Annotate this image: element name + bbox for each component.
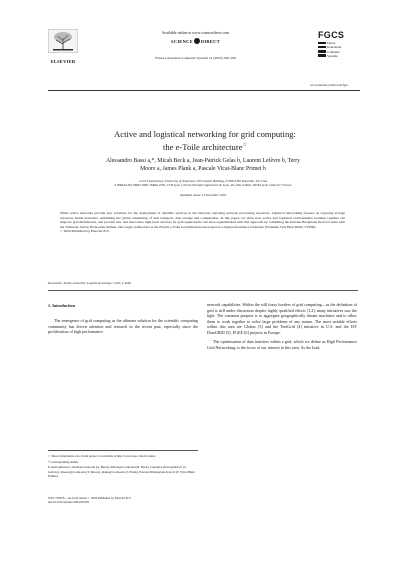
article-identifiers: [48, 496, 198, 504]
sciencedirect-word-1: SCIENCE: [171, 39, 193, 44]
journal-logo-lines: [318, 41, 358, 58]
sciencedirect-word-2: DIRECT: [200, 39, 220, 44]
journal-logo-title: FGCS: [318, 30, 345, 40]
abstract: [60, 211, 345, 234]
affiliation-b: b INRIA/LIP (UMR CNRS, INRIA, ENS, UCB Lyon 1) Ecole Normale Supérieure de Lyon, 46, allée d'Italie, 69364 Lyon Cedex 07, France: [114, 183, 292, 188]
journal-logo-line: Generation: [318, 45, 358, 49]
paragraph: The optimisation of data transfers within a grid, which we define as High Performance Grid Networking, is the focus of our interest in this area. As the load,: [207, 339, 357, 350]
elsevier-logo: [48, 29, 78, 64]
footnote-emails: E-mail addresses: abassi@cs.utk.edu (A. Bassi), mbeck@cs.utk.edu (M. Beck), Laurent.Lefevre@inria.fr (L. Lefèvre), tmoore@cs.utk.edu (T. Moore), plank@cs.utk.edu (J. Plank), Pascale.Primet@ens-lyon.fr (P. Vicat-Blanc Primet).: [48, 465, 196, 478]
affiliations: [48, 179, 358, 188]
received-date: Available online 14 November 2004: [180, 193, 226, 197]
authors-line-2: Moore a, James Plank a, Pascale Vicat-Blanc Primet b: [140, 166, 266, 172]
footnotes: [48, 450, 198, 480]
section-heading: 1. Introduction: [48, 303, 75, 308]
journal-logo-line: Future: [318, 41, 358, 45]
available-online-text: Available online at www.sciencedirect.com: [161, 31, 230, 35]
author-list: [48, 157, 358, 173]
left-column: [48, 303, 198, 339]
abstract-divider: [48, 290, 358, 291]
sciencedirect-logo: [88, 38, 303, 44]
footnote-project[interactable]: ☆ More information on e-Toile project is available at http://www.urec.cnrs.fr/etoile/.: [48, 454, 157, 458]
elsevier-tree-icon: [48, 29, 78, 53]
title-line-1: Active and logistical networking for grid computing:: [114, 129, 296, 139]
right-column: [207, 302, 357, 354]
abstract-text: While active networks provide new solutions for the deployment of dynamic services in the network, exposing network processing resources, logistical networking focuses on exposing storage resources inside networks, optimizing the global scheduling of data transport, data storage and computation. In this paper, we show how active and logistical environments working together can improve grid middleware, and provide new and innovative high-level services for grid applications. We have experimented with this approach by combining the Internet Backplane Protocol suite with the Tamanoir Active Node environment. Our target architecture is the French e-Toile Grid infrastructure based on a high performance backbone (Vraiment Trés Haut Débit, VTHD).: [60, 211, 345, 229]
journal-reference: Future Generation Computer Systems 21 (2005) 199–208: [155, 56, 236, 60]
abstract-copyright: © 2004 Published by Elsevier B.V.: [60, 229, 110, 234]
paragraph: network capabilities. Within the still fuzzy borders of grid computing—as the definition of grid is still under discussion despite highly qualified efforts [1,2], many initiatives saw the light. The common purpose is to aggregate geographically distant machines and to allow them to work together to solve large problems of any nature. The most notable efforts within this area are Globus [3] and the TeraGrid [4] initiative in U.S. and the IST DataGRID [5], EGEE [6] projects in Europe.: [207, 302, 357, 335]
doi-line[interactable]: doi:10.1016/j.future.2004.09.029: [48, 500, 89, 505]
journal-logo-line: Computer: [318, 50, 358, 54]
left-column-text: [48, 318, 198, 335]
right-column-text: [207, 302, 357, 350]
title-line-2: the e-Toile architecture☆: [162, 141, 248, 152]
header-divider: [48, 90, 360, 91]
publisher-name: ELSEVIER: [50, 59, 76, 64]
header-center: [88, 31, 303, 60]
affiliation-a: a LoCI Laboratory, University of Tennessee, 203 Claxton Building, 37996-3450 Knoxville, TN, USA: [139, 179, 267, 183]
keywords: Keywords: Active networks; Logistical storage; Grid; e-Toile: [48, 281, 132, 285]
sciencedirect-dot-icon: [194, 38, 200, 44]
authors-line-1: Alessandro Bassi a,*, Micah Beck a, Jean-Patrick Gelas b, Laurent Lefèvre b, Terry: [105, 158, 301, 164]
journal-logo: [318, 30, 358, 58]
journal-logo-line: Systems: [318, 54, 358, 58]
article-title: [60, 129, 350, 153]
paragraph: The emergence of grid computing as the ultimate solution for the scientific computing community has driven attention and research in the recent past, especially since the proliferation of high performance: [48, 318, 198, 335]
title-footnote-mark[interactable]: ☆: [242, 143, 248, 148]
footnote-corresponding: * Corresponding author.: [48, 459, 79, 464]
journal-url[interactable]: www.elsevier.com/locate/fgcs: [310, 83, 349, 87]
issn-line: 0167-739X/$ – see front matter © 2004 Published by Elsevier B.V.: [48, 496, 132, 500]
